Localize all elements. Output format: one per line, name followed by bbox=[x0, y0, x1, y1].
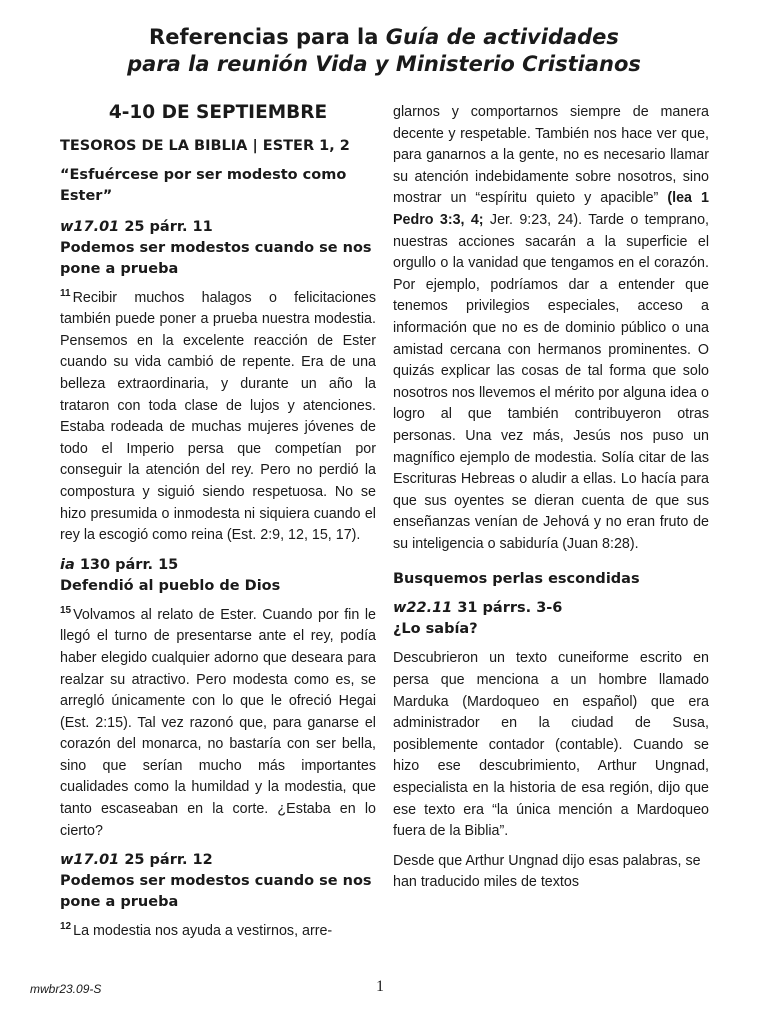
reference-title: Podemos ser modestos cuando se nos pone a prueba bbox=[60, 873, 372, 911]
theme-heading: “Esfuércese por ser modesto como Ester” bbox=[60, 166, 347, 204]
right-column bbox=[393, 102, 709, 902]
left-column bbox=[60, 96, 376, 951]
reference-title: Podemos ser modestos cuando se nos pone a prueba bbox=[60, 239, 372, 277]
title-line-2 bbox=[0, 51, 768, 78]
paragraph-text: Volvamos al relato de Ester. Cuando por fin le llegó el turno de presentarse ante el rey, podía haber elegido cualquier adorno que deseara para realzar su atractivo. Pero modesta como es, se arregló únicamente con lo que le ofreció Hegai (Est. 2:15). Tal vez razonó que, para ganarse el corazón del monarca, no bastaría con ser bella, sino que serían mucho más importantes cualidades como la humildad y la modestia, que tanto escaseaban en la corte. ¿Estaba en lo cierto? bbox=[60, 606, 376, 839]
paragraph-number: 15 bbox=[60, 604, 72, 616]
reference-2 bbox=[60, 555, 376, 576]
ref-code: w17.01 bbox=[60, 218, 120, 235]
title-italic: Guía de actividades bbox=[385, 25, 619, 49]
scripture-reference: (lea 1 Pedro 3:3, 4; bbox=[393, 190, 709, 228]
reference-title: ¿Lo sabía? bbox=[393, 621, 478, 638]
paragraph-text: glarnos y comportarnos siempre de manera decente y respetable. También nos hace ver que, para ganarnos a la gente, no es necesario llamar su atención indebidamente sobre nosotros, sino mostrar un “espíritu quieto y apacible” bbox=[393, 104, 709, 207]
page-title bbox=[0, 24, 768, 78]
section-heading-gems: Busquemos perlas escondidas bbox=[393, 571, 640, 588]
paragraph bbox=[60, 288, 376, 547]
title-italic-2: para la reunión Vida y Ministerio Cristianos bbox=[127, 52, 641, 76]
reference-3 bbox=[60, 850, 376, 871]
reference-1 bbox=[60, 217, 376, 238]
page-number: 1 bbox=[376, 978, 384, 995]
ref-code: w17.01 bbox=[60, 852, 120, 869]
paragraph: Descubrieron un texto cuneiforme escrito en persa que menciona a un hombre llamado Marduka (Mardoqueo en español) que era administrador en la ciudad de Susa, posiblemente contador (contable). Cuando se hizo ese descubrimiento, Arthur Ungnad, especialista en la historia de esa región, dijo que ese texto era “la única mención a Mardoqueo fuera de la Biblia”. bbox=[393, 650, 709, 840]
ref-location: 31 párrs. 3-6 bbox=[452, 600, 563, 617]
paragraph-text: La modestia nos ayuda a vestirnos, arre- bbox=[73, 923, 333, 940]
paragraph-continued bbox=[393, 102, 709, 555]
title-plain: Referencias para la bbox=[149, 25, 386, 49]
ref-location: 25 párr. 11 bbox=[119, 218, 213, 235]
paragraph bbox=[60, 921, 376, 943]
paragraph-number: 12 bbox=[60, 921, 72, 933]
paragraph bbox=[60, 605, 376, 843]
footer-code: mwbr23.09-S bbox=[30, 982, 102, 996]
ref-location: 25 párr. 12 bbox=[119, 852, 213, 869]
paragraph: Desde que Arthur Ungnad dijo esas palabras, se han traducido miles de textos bbox=[393, 852, 701, 891]
ref-location: 130 párr. 15 bbox=[74, 556, 179, 573]
reference-title: Defendió al pueblo de Dios bbox=[60, 577, 281, 594]
section-heading-treasures: TESOROS DE LA BIBLIA | ESTER 1, 2 bbox=[60, 137, 350, 154]
paragraph-text: Recibir muchos halagos o felicitaciones también puede poner a prueba nuestra modestia. Pensemos en la excelente reacción de Ester cuando su vida cambió de repente. Era de una belleza extraordinaria, y durante un año la trataron con toda clase de lujos y atenciones. Estaba rodeada de muchas mujeres jóvenes de todo el Imperio persa que competían por conseguir la atención del rey. Pero no perdió la compostura y siguió siendo respetuosa. No se hizo presumida o inmodesta ni siquiera cuando el rey la escogió como reina (Est. 2:9, 12, 15, 17). bbox=[60, 289, 376, 544]
title-line-1 bbox=[0, 24, 768, 51]
paragraph-number: 11 bbox=[60, 287, 71, 299]
reference-4 bbox=[393, 598, 709, 619]
week-title: 4-10 DE SEPTIEMBRE bbox=[108, 102, 328, 123]
paragraph-text: Jer. 9:23, 24). Tarde o temprano, nuestras acciones sacarán a la superficie el orgullo o la vanidad que tengamos en el corazón. Por ejemplo, podríamos dar a entender que tenemos privilegios especiales, acceso a información que no es de dominio público o una amistad cercana con hermanos prominentes. O quizás explicar las cosas de tal forma que solo nosotros nos llevemos el mérito por alguna idea o logro al que también contribuyeron otras personas. Una vez más, Jesús nos puso un magnífico ejemplo de modestia. Solía citar de las Escrituras Hebreas o aludir a ellas. Lo hacía para que sus oyentes se dieran cuenta de que sus enseñanzas venían de Jehová y no eran fruto de su inteligencia o sabiduría (Juan 8:28). bbox=[393, 211, 710, 552]
ref-code: ia bbox=[60, 556, 75, 573]
ref-code: w22.11 bbox=[393, 600, 453, 617]
